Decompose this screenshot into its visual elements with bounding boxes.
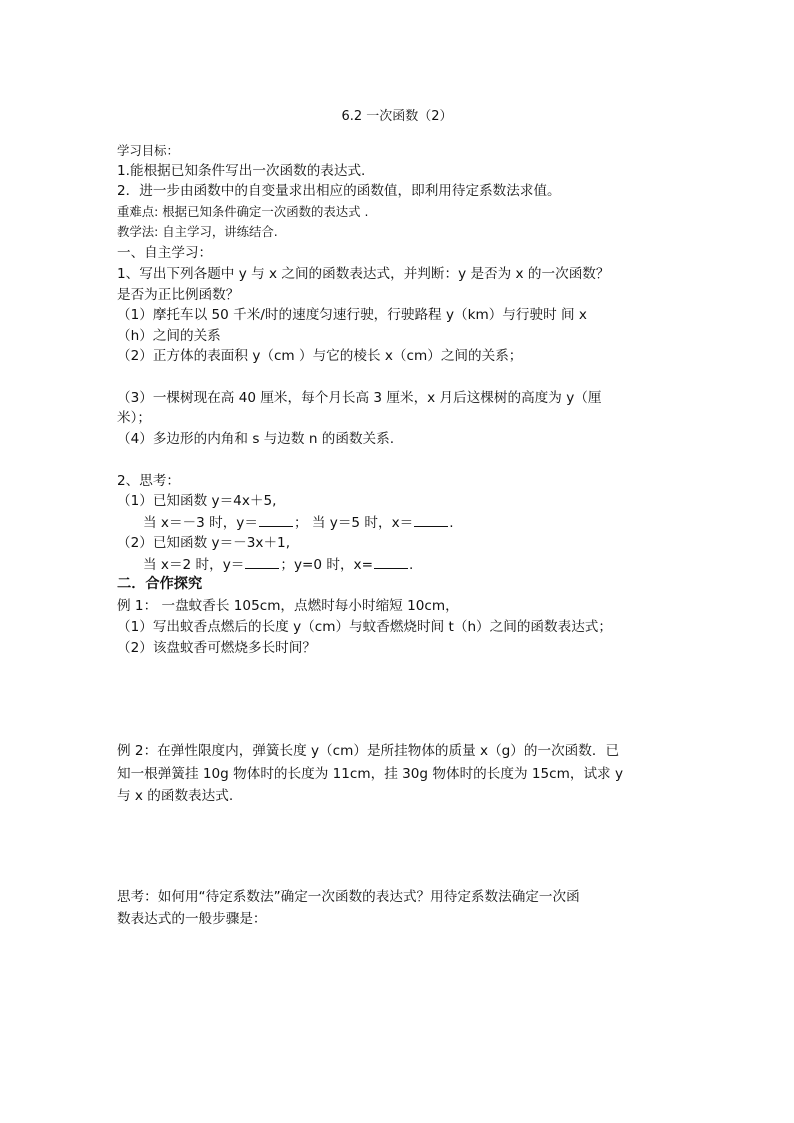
- question-1-line-1: 1、写出下列各题中 y 与 x 之间的函数表达式，并判断：y 是否为 x 的一次函数？: [117, 266, 610, 282]
- question-1-item-1b: （h）之间的关系: [117, 328, 221, 344]
- question-2-part-2-end: .: [408, 557, 414, 573]
- section-self-study-heading: 一、自主学习：: [117, 245, 213, 261]
- answer-blank[interactable]: [245, 554, 279, 569]
- objectives-heading: 学习目标：: [117, 143, 179, 158]
- question-1-item-4: （4）多边形的内角和 s 与边数 n 的函数关系.: [117, 431, 395, 447]
- page-title: 6.2 一次函数（2）: [341, 109, 453, 124]
- think-line-2: 数表达式的一般步骤是：: [117, 911, 267, 927]
- example-2-line-1: 例 2：在弹性限度内，弹簧长度 y（cm）是所挂物体的质量 x（g）的一次函数．已: [117, 743, 620, 759]
- answer-blank[interactable]: [259, 512, 293, 527]
- question-1-item-1a: （1）摩托车以 50 千米/时的速度匀速行驶，行驶路程 y（km）与行驶时 间 x: [117, 307, 587, 323]
- example-1-question-2: （2）该盘蚊香可燃烧多长时间？: [117, 640, 316, 656]
- question-2-part-2-prompt-a: 当 x＝2 时，y＝: [143, 557, 245, 573]
- answer-blank[interactable]: [374, 554, 408, 569]
- question-1-line-2: 是否为正比例函数？: [117, 287, 240, 303]
- question-2-part-2: （2）已知函数 y＝－3x＋1,: [117, 535, 291, 551]
- example-2-line-3: 与 x 的函数表达式.: [117, 788, 234, 804]
- question-2-part-1: （1）已知函数 y＝4x＋5,: [117, 493, 277, 509]
- question-2-part-1-prompt-b: ； 当 y＝5 时，x＝: [293, 515, 414, 531]
- example-1-question-1: （1）写出蚊香点燃后的长度 y（cm）与蚊香燃烧时间 t（h）之间的函数表达式；: [117, 619, 612, 635]
- teaching-method: 教学法: 自主学习，讲练结合.: [117, 224, 278, 239]
- question-1-item-3b: 米）；: [117, 410, 151, 426]
- objective-item-2: 2．进一步由函数中的自变量求出相应的函数值，即利用待定系数法求值。: [117, 183, 561, 199]
- question-2-part-1-prompt-a: 当 x＝－3 时，y＝: [143, 515, 258, 531]
- example-2-line-2: 知一根弹簧挂 10g 物体时的长度为 11cm，挂 30g 物体时的长度为 15cm，试求 y: [117, 766, 624, 782]
- question-2-part-2-answer-line: [143, 554, 413, 575]
- objective-item-1: 1.能根据已知条件写出一次函数的表达式.: [117, 163, 366, 179]
- section-cooperation-heading: 二．合作探究: [117, 576, 203, 592]
- question-2-part-2-prompt-b: ；y=0 时，x=: [280, 557, 373, 573]
- example-1-statement: 例 1： 一盘蚊香长 105cm，点燃时每小时缩短 10cm，: [117, 598, 459, 614]
- question-2-part-1-end: .: [449, 515, 454, 531]
- think-line-1: 思考：如何用“待定系数法”确定一次函数的表达式？用待定系数法确定一次函: [117, 889, 580, 905]
- key-points: 重难点: 根据已知条件确定一次函数的表达式 .: [117, 204, 369, 219]
- answer-blank[interactable]: [414, 512, 448, 527]
- question-2-part-1-answer-line: [143, 512, 454, 533]
- question-1-item-2: （2）正方体的表面积 y（cm ）与它的棱长 x（cm）之间的关系；: [117, 348, 523, 364]
- question-1-item-3a: （3）一棵树现在高 40 厘米，每个月长高 3 厘米，x 月后这棵树的高度为 y（厘: [117, 390, 602, 406]
- question-2-heading: 2、思考：: [117, 473, 181, 489]
